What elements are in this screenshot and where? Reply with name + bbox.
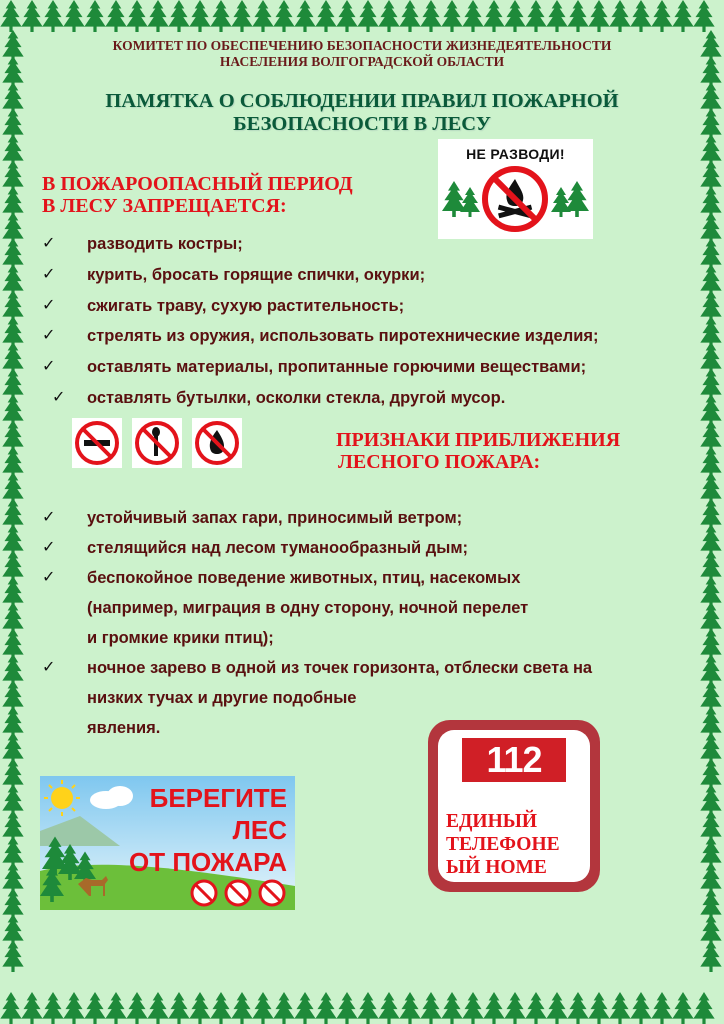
fir-tree-icon (693, 0, 714, 32)
fir-tree-icon (399, 0, 420, 32)
fir-tree-icon (378, 992, 399, 1024)
poster-forest-line-1: БЕРЕГИТЕ (149, 783, 287, 813)
prohibition-signs (72, 418, 242, 468)
check-icon: ✓ (42, 569, 56, 586)
poster-forest-line-3: ОТ ПОЖАРА (128, 847, 287, 877)
protect-forest-poster (40, 776, 295, 910)
fir-tree-icon (588, 992, 609, 1024)
fir-tree-icon (126, 0, 147, 32)
fir-tree-icon (525, 992, 546, 1024)
fir-tree-icon (252, 0, 273, 32)
fir-tree-icon (105, 0, 126, 32)
list-item: ✓ ночное зарево в одной из точек горизонта, отблески света на низких тучах и другие подобные явления. (42, 653, 592, 743)
fir-tree-icon (357, 992, 378, 1024)
page-title (40, 90, 684, 136)
fir-tree-icon (210, 0, 231, 32)
fir-tree-icon (672, 992, 693, 1024)
fir-tree-icon (504, 0, 525, 32)
check-icon: ✓ (42, 358, 56, 376)
no-campfire-label: НЕ РАЗВОДИ! (466, 146, 565, 162)
list-item: ✓ курить, бросать горящие спички, окурки; (42, 260, 598, 291)
fir-tree-icon (630, 992, 651, 1024)
fir-tree-icon (483, 992, 504, 1024)
fir-tree-icon (2, 940, 23, 972)
emergency-text: ЕДИНЫЙ ТЕЛЕФОНЕ ЫЙ НОМЕ (446, 811, 560, 878)
fir-tree-icon (168, 0, 189, 32)
fir-tree-icon (84, 992, 105, 1024)
prohibited-list (42, 229, 598, 414)
fir-tree-icon (210, 992, 231, 1024)
fir-tree-icon (147, 992, 168, 1024)
fir-tree-icon (105, 992, 126, 1024)
fir-tree-icon (273, 992, 294, 1024)
poster-forest-line-2: ЛЕС (232, 815, 287, 845)
prohibited-heading (42, 173, 353, 217)
fir-tree-icon (21, 992, 42, 1024)
fir-tree-icon (420, 992, 441, 1024)
check-icon: ✓ (42, 235, 56, 252)
check-icon: ✓ (42, 659, 56, 676)
fir-tree-icon (84, 0, 105, 32)
fir-tree-icon (147, 0, 168, 32)
committee-line-2: НАСЕЛЕНИЯ ВОЛГОГРАДСКОЙ ОБЛАСТИ (219, 54, 505, 69)
fir-tree-icon (252, 992, 273, 1024)
fir-tree-icon (63, 0, 84, 32)
fir-tree-icon (189, 992, 210, 1024)
fir-tree-icon (651, 0, 672, 32)
fir-tree-icon (420, 0, 441, 32)
list-item: ✓ разводить костры; (42, 229, 598, 260)
fir-tree-icon (42, 0, 63, 32)
fir-tree-icon (357, 0, 378, 32)
title-line-1: ПАМЯТКА О СОБЛЮДЕНИИ ПРАВИЛ ПОЖАРНОЙ (105, 90, 619, 112)
committee-name (40, 38, 684, 70)
fir-tree-icon (189, 0, 210, 32)
fir-tree-icon (21, 0, 42, 32)
fir-tree-icon (462, 0, 483, 32)
fir-tree-icon (378, 0, 399, 32)
no-smoking-icon (72, 418, 122, 468)
fir-tree-icon (441, 0, 462, 32)
fir-tree-icon (609, 992, 630, 1024)
signs-list (42, 503, 592, 743)
list-item: ✓ беспокойное поведение животных, птиц, насекомых (например, миграция в одну сторону, ночной перелет и громкие крики птиц); (42, 563, 592, 653)
fir-tree-icon (336, 0, 357, 32)
fir-tree-icon (273, 0, 294, 32)
list-item: ✓ оставлять бутылки, осколки стекла, другой мусор. (42, 383, 598, 414)
no-matches-icon (132, 418, 182, 468)
list-item: ✓ оставлять материалы, пропитанные горючими веществами; (42, 352, 598, 383)
fir-tree-icon (63, 992, 84, 1024)
no-campfire-icon (438, 139, 593, 239)
no-campfire-sign (438, 139, 593, 239)
fir-tree-icon (483, 0, 504, 32)
fir-tree-icon (672, 0, 693, 32)
fir-tree-icon (315, 992, 336, 1024)
check-icon: ✓ (42, 265, 56, 283)
check-icon: ✓ (42, 539, 56, 556)
fir-tree-icon (567, 0, 588, 32)
check-icon: ✓ (52, 388, 66, 406)
fir-tree-icon (42, 992, 63, 1024)
fir-tree-icon (336, 992, 357, 1024)
list-item: ✓ стрелять из оружия, использовать пиротехнические изделия; (42, 321, 598, 352)
fir-tree-icon (630, 0, 651, 32)
fir-tree-icon (126, 992, 147, 1024)
fir-tree-icon (441, 992, 462, 1024)
committee-line-1: КОМИТЕТ ПО ОБЕСПЕЧЕНИЮ БЕЗОПАСНОСТИ ЖИЗНЕДЕЯТЕЛЬНОСТИ (112, 38, 612, 53)
check-icon: ✓ (42, 509, 56, 526)
fir-tree-icon (231, 0, 252, 32)
list-item: ✓ устойчивый запах гари, приносимый ветром; (42, 503, 592, 533)
emergency-112-card (438, 730, 590, 882)
fir-tree-icon (294, 0, 315, 32)
list-item: ✓ стелящийся над лесом туманообразный дым; (42, 533, 592, 563)
fir-tree-icon (546, 992, 567, 1024)
fir-tree-icon (462, 992, 483, 1024)
fir-tree-icon (399, 992, 420, 1024)
signs-heading-line-1: ПРИЗНАКИ ПРИБЛИЖЕНИЯ (336, 429, 621, 451)
fir-tree-icon (231, 992, 252, 1024)
fir-tree-icon (693, 992, 714, 1024)
list-item: ✓ сжигать траву, сухую растительность; (42, 291, 598, 322)
fir-tree-icon (651, 992, 672, 1024)
fir-tree-icon (315, 0, 336, 32)
fir-tree-icon (700, 940, 721, 972)
signs-heading (336, 429, 620, 473)
poster-prohibition-icons (190, 878, 286, 908)
emergency-number: 112 (462, 738, 566, 782)
fir-tree-icon (567, 992, 588, 1024)
no-fire-icon (192, 418, 242, 468)
fir-tree-icon (294, 992, 315, 1024)
fir-tree-icon (0, 992, 21, 1024)
emergency-112-poster (428, 720, 600, 892)
check-icon: ✓ (42, 296, 56, 314)
fir-tree-icon (546, 0, 567, 32)
fir-tree-icon (168, 992, 189, 1024)
prohibited-heading-line-1: В ПОЖАРООПАСНЫЙ ПЕРИОД (42, 173, 353, 195)
prohibited-heading-line-2: В ЛЕСУ ЗАПРЕЩАЕТСЯ: (42, 195, 287, 217)
signs-heading-line-2: ЛЕСНОГО ПОЖАРА: (338, 451, 541, 473)
check-icon: ✓ (42, 327, 56, 345)
fir-tree-icon (525, 0, 546, 32)
fir-tree-icon (0, 0, 21, 32)
fir-tree-icon (504, 992, 525, 1024)
fir-tree-icon (588, 0, 609, 32)
title-line-2: БЕЗОПАСНОСТИ В ЛЕСУ (233, 113, 491, 135)
fir-tree-icon (609, 0, 630, 32)
